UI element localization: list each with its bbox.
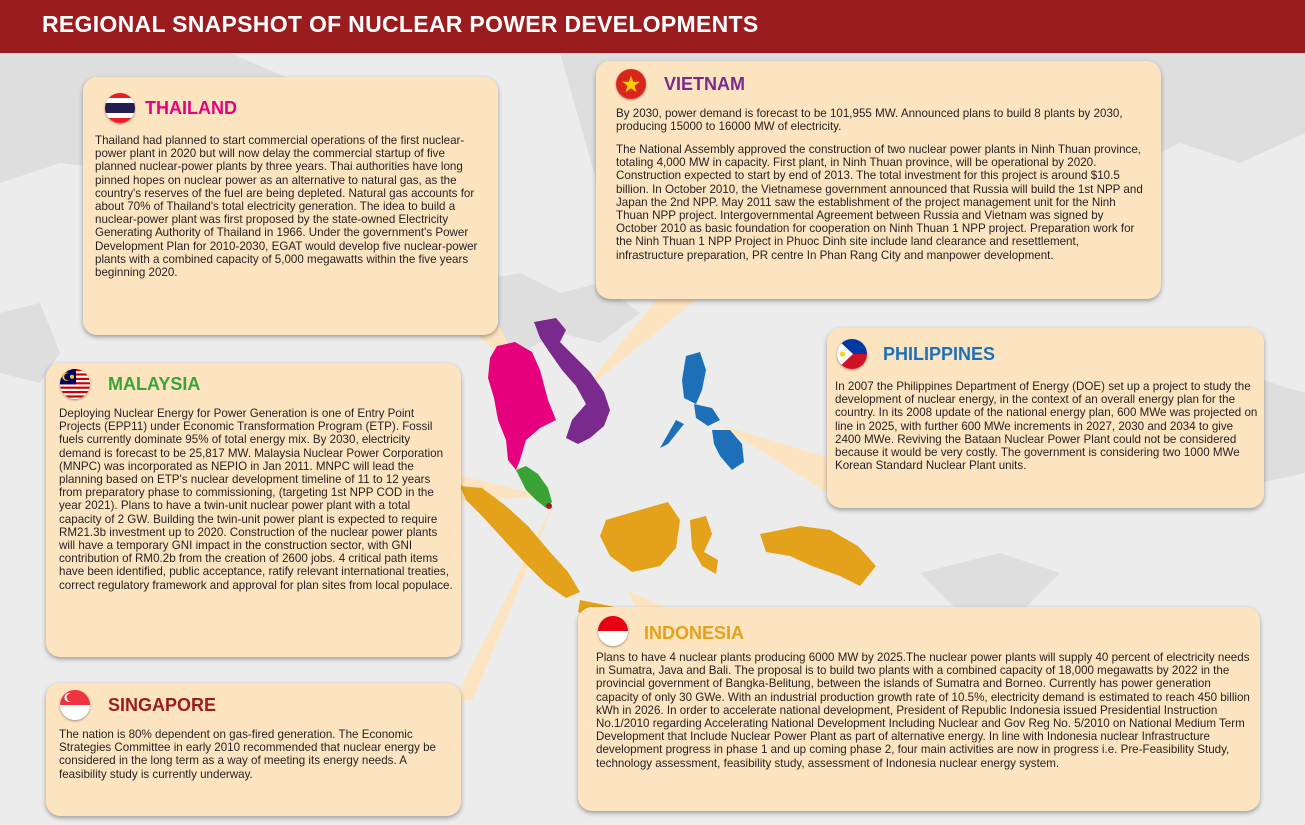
vietnam-title: VIETNAM	[664, 74, 745, 94]
indonesia-card	[578, 607, 1260, 811]
malaysia-card	[46, 363, 461, 657]
philippines-card	[827, 328, 1264, 508]
vietnam-flag-icon	[616, 69, 646, 99]
philippines-text: In 2007 the Philippines Department of Energy (DOE) set up a project to study the development of nuclear energy, in the context of an overall energy plan for the country. In its 2008 update of the national energy plan, 600 MWe was projected on line in 2025, with further 600 MWe increments in 2027, 2030 and 2034 to give 2400 MWe. Reviving the Bataan Nuclear Power Plant could not be considered because it would be very costly. The government is considering two 1000 MWe Korean Standard Nuclear Plant units.	[835, 380, 1258, 473]
page-title: REGIONAL SNAPSHOT OF NUCLEAR POWER DEVELOPMENTS	[42, 11, 759, 37]
vietnam-text-1: By 2030, power demand is forecast to be 101,955 MW. Announced plans to build 8 plants by 2030, producing 15000 to 16000 MW of electricity.	[616, 107, 1123, 134]
malaysia-title: MALAYSIA	[108, 374, 201, 394]
thailand-text: Thailand had planned to start commercial operations of the first nuclear-power plant in 2020 but will now delay the commercial startup of five planned nuclear-power plants by three years. Thai authorities have long pinned hopes on nuclear power as an alternative to natural gas, as the country's reserves of the fuel are being depleted. Natural gas accounts for about 70% of Thailand's total electricity generation. The idea to build a nuclear-power plant was first proposed by the state-owned Electricity Generating Authority of Thailand in 1966. Under the government's Power Development Plan for 2010-2030, EGAT would develop five nuclear-power plants with a combined capacity of 5,000 megawatts within the five years beginning 2020.	[95, 134, 478, 280]
singapore-card	[46, 683, 461, 816]
malaysia-shape	[516, 466, 552, 508]
malaysia-text: Deploying Nuclear Energy for Power Generation is one of Entry Point Projects (EPP11) under Economic Transformation Program (ETP). Fossil fuels currently dominate 95% of total energy mix. By 2030, electricity demand is forecast to be 25,817 MW. Malaysia Nuclear Power Corporation (MNPC) was incorporated as NEPIO in Jan 2011. MNPC will lead the planning based on ETP's nuclear development timeline of 11 to 12 years from preparatory phase to commissioning, (targeting 1st NPP COD in the year 2021). Plans to have a twin-unit nuclear power plant with a total capacity of 2 GW. Building the twin-unit power plant is expected to require RM21.3b investment up to 2020. Construction of the nuclear power plants will have a temporary GNI impact in the construction sector, with GNI contribution of RM0.2b from the creation of 2600 jobs. 4 critical path items have been identified, public acceptance, ratify relevant international treaties, correct regulatory framework and approval for plan sites from local populace.	[59, 407, 453, 592]
philippines-shape	[660, 352, 744, 470]
indonesia-title: INDONESIA	[644, 623, 745, 643]
singapore-shape	[546, 503, 552, 509]
indonesia-text: Plans to have 4 nuclear plants producing 6000 MW by 2025.The nuclear power plants will supply 40 percent of electricity needs in Sumatra, Java and Bali. The proposal is to build two plants with a combined capacity of 18,000 megawatts by 2022 in the provincial government of Bangka-Belitung, between the islands of Sumatra and Borneo. Currently has power generation capacity of only 30 GWe. With an industrial production growth rate of 10.5%, electricity demand is estimated to reach 450 billion kWh in 2026. In order to accelerate national development, President of Republic Indonesia issued Presidential Instruction No.1/2010 regarding Accelerating National Development Including Nuclear and Gov Reg No. 5/2010 on National Medium Term Development that Include Nuclear Power Plant as part of alternative energy. In line with Indonesia nuclear Infrastructure development progress in phase 1 and up coming phase 2, four main activities are now in progress i.e. Pre-Feasibility Study, technology assessment, feasibility study, assessment of Indonesia nuclear energy system.	[596, 651, 1250, 770]
singapore-title: SINGAPORE	[108, 695, 217, 715]
vietnam-text-2: The National Assembly approved the construction of two nuclear power plants in Ninh Thuan province, totaling 4,000 MW in capacity. First plant, in Ninh Thuan province, will be operational by 2020. Construction expected to start by end of 2013. The total investment for this project is around $10.5 billion. In October 2010, the Vietnamese government announced that Russia will build the 1st NPP and Japan the 2nd NPP. May 2011 saw the establishment of the project management unit for the Ninh Thuan NPP project. Intergovernmental Agreement between Russia and Vietnam was signed by October 2010 as basic foundation for cooperation on Ninh Thuan 1 NPP project. Preparation work for the Ninh Thuan 1 NPP Project in Phuoc Dinh site include land clearance and resettlement, infrastructure preparation, PR centre In Phan Rang City and manpower development.	[616, 143, 1143, 262]
thailand-card	[83, 77, 498, 335]
malaysia-flag-icon	[60, 369, 90, 399]
singapore-text: The nation is 80% dependent on gas-fired generation. The Economic Strategies Committee in early 2010 recommended that nuclear energy be considered in the long term as a way of meeting its energy needs. A feasibility study is currently underway.	[59, 728, 437, 781]
philippines-flag-icon	[837, 339, 867, 369]
indonesia-flag-icon	[598, 616, 628, 646]
thailand-shape	[488, 342, 556, 470]
thailand-flag-icon	[105, 93, 135, 123]
vietnam-card	[596, 61, 1161, 299]
singapore-flag-icon	[60, 690, 90, 720]
vietnam-leader	[582, 296, 700, 392]
thailand-title: THAILAND	[145, 98, 237, 118]
philippines-title: PHILIPPINES	[883, 344, 996, 364]
